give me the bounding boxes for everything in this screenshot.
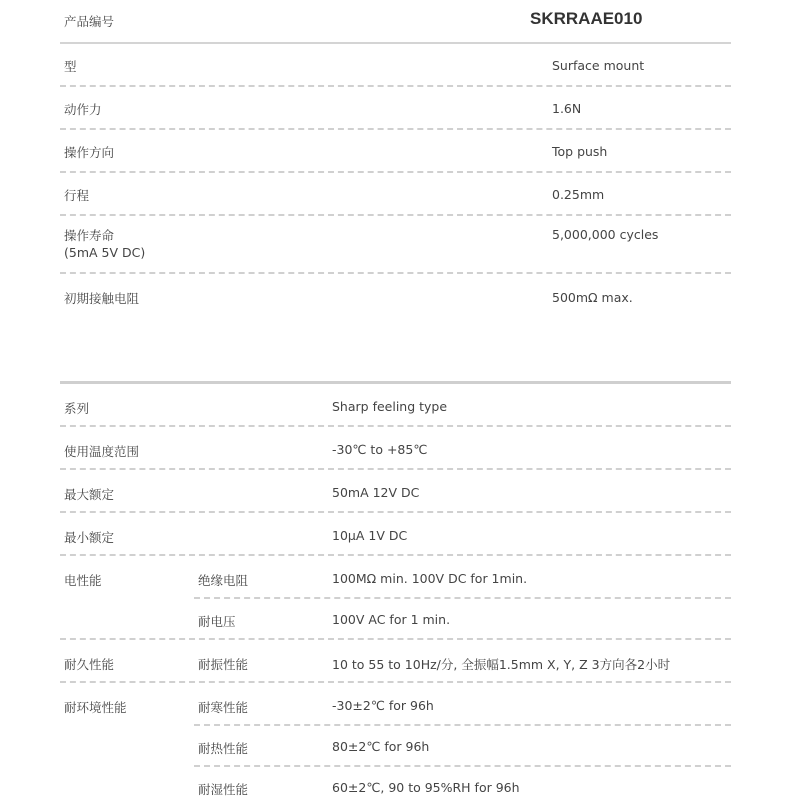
detail-group: 电性能 bbox=[64, 573, 102, 588]
detail-row bbox=[60, 683, 731, 724]
detail-table bbox=[60, 381, 731, 806]
detail-row bbox=[60, 640, 731, 683]
detail-group: 最小额定 bbox=[64, 530, 115, 545]
detail-row bbox=[60, 427, 731, 470]
spec-row bbox=[60, 87, 731, 130]
product-number-value: SKRRAAE010 bbox=[530, 9, 643, 28]
detail-value: 100MΩ min. 100V DC for 1min. bbox=[332, 571, 528, 586]
spec-value: Top push bbox=[552, 144, 608, 159]
detail-group: 耐久性能 bbox=[64, 657, 115, 672]
detail-group: 系列 bbox=[64, 401, 90, 416]
spec-label: 操作方向 bbox=[64, 145, 115, 160]
spec-label: 型 bbox=[64, 59, 77, 74]
spec-value: Surface mount bbox=[552, 58, 645, 73]
spec-sheet bbox=[60, 0, 731, 315]
spec-label: 操作寿命 bbox=[64, 228, 115, 243]
detail-row bbox=[60, 724, 731, 765]
detail-group: 最大额定 bbox=[64, 487, 115, 502]
detail-value: 10 to 55 to 10Hz/分, 全振幅1.5mm X, Y, Z 3方向各2小时 bbox=[332, 657, 671, 672]
detail-item: 绝缘电阻 bbox=[198, 573, 249, 588]
detail-item: 耐电压 bbox=[198, 614, 236, 629]
detail-row bbox=[60, 470, 731, 513]
detail-row bbox=[60, 384, 731, 427]
spec-value: 1.6N bbox=[552, 101, 582, 116]
spec-row bbox=[60, 44, 731, 87]
detail-item: 耐湿性能 bbox=[198, 782, 249, 797]
spec-sublabel: (5mA 5V DC) bbox=[64, 245, 146, 260]
spec-row bbox=[60, 173, 731, 216]
spec-label: 动作力 bbox=[64, 102, 102, 117]
detail-row bbox=[60, 556, 731, 597]
product-number-row bbox=[60, 0, 731, 44]
detail-value: -30±2℃ for 96h bbox=[332, 698, 434, 713]
spec-row bbox=[60, 130, 731, 173]
spec-value: 5,000,000 cycles bbox=[552, 227, 659, 242]
spec-label-block bbox=[64, 227, 145, 261]
detail-group: 耐环境性能 bbox=[64, 700, 127, 715]
detail-value: 100V AC for 1 min. bbox=[332, 612, 451, 627]
detail-item: 耐振性能 bbox=[198, 657, 249, 672]
detail-row bbox=[60, 597, 731, 640]
detail-item: 耐热性能 bbox=[198, 741, 249, 756]
detail-value: Sharp feeling type bbox=[332, 399, 448, 414]
detail-value: 80±2℃ for 96h bbox=[332, 739, 430, 754]
detail-value: -30℃ to +85℃ bbox=[332, 442, 428, 457]
spec-row bbox=[60, 274, 731, 315]
detail-value: 50mA 12V DC bbox=[332, 485, 420, 500]
spec-value: 0.25mm bbox=[552, 187, 605, 202]
detail-group: 使用温度范围 bbox=[64, 444, 140, 459]
detail-value: 60±2℃, 90 to 95%RH for 96h bbox=[332, 780, 520, 795]
detail-item: 耐寒性能 bbox=[198, 700, 249, 715]
spec-row bbox=[60, 216, 731, 274]
detail-value: 10μA 1V DC bbox=[332, 528, 408, 543]
product-number-label: 产品编号 bbox=[64, 14, 115, 29]
spec-value: 500mΩ max. bbox=[552, 290, 633, 305]
spec-label: 初期接触电阻 bbox=[64, 291, 140, 306]
spec-label: 行程 bbox=[64, 188, 90, 203]
detail-row bbox=[60, 513, 731, 556]
